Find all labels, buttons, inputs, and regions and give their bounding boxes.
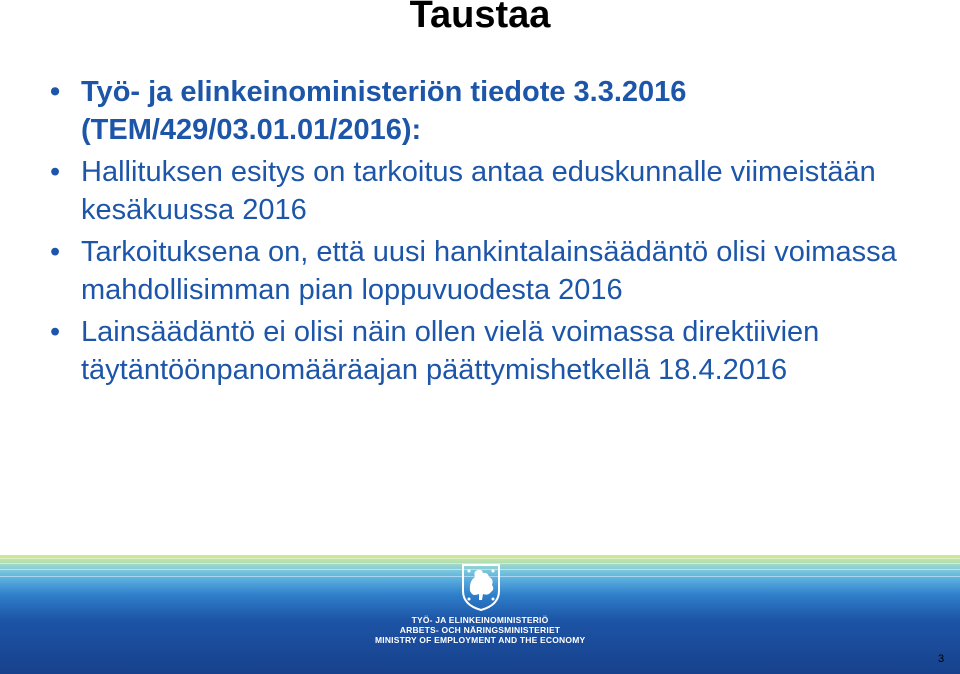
- bullet-item: [48, 233, 938, 309]
- bullet-text: Työ- ja elinkeinoministeriön tiedote 3.3.2016 (TEM/429/03.01.01/2016):: [81, 76, 687, 146]
- bullet-item: [48, 73, 938, 149]
- bullet-symbol: •: [50, 156, 61, 188]
- bullet-text: Tarkoituksena on, että uusi hankintalainsäädäntö olisi voimassa mahdollisimman pian loppuvuodesta 2016: [81, 236, 897, 306]
- bullet-symbol: •: [50, 76, 61, 108]
- bullet-text: Lainsäädäntö ei olisi näin ollen vielä voimassa direktiivien täytäntöönpanomääräajan päättymishetkellä 18.4.2016: [81, 316, 820, 386]
- ministry-logo: [375, 555, 585, 674]
- bullet-list: [48, 73, 938, 393]
- bullet-text: Hallituksen esitys on tarkoitus antaa eduskunnalle viimeistään kesäkuussa 2016: [81, 156, 876, 226]
- ministry-name-english: MINISTRY OF EMPLOYMENT AND THE ECONOMY: [375, 635, 586, 645]
- ministry-name-swedish: ARBETS- OCH NÄRINGSMINISTERIET: [399, 625, 561, 635]
- footer-band: [0, 555, 960, 674]
- slide-title: Taustaa: [409, 0, 551, 36]
- bullet-symbol: •: [50, 236, 61, 268]
- finnish-lion-coat-of-arms-icon: [461, 561, 501, 611]
- page-number: 3: [938, 653, 945, 665]
- bullet-symbol: •: [50, 316, 61, 348]
- bullet-item: [48, 153, 938, 229]
- bullet-item: [48, 313, 938, 389]
- ministry-name-finnish: TYÖ- JA ELINKEINOMINISTERIÖ: [411, 615, 549, 625]
